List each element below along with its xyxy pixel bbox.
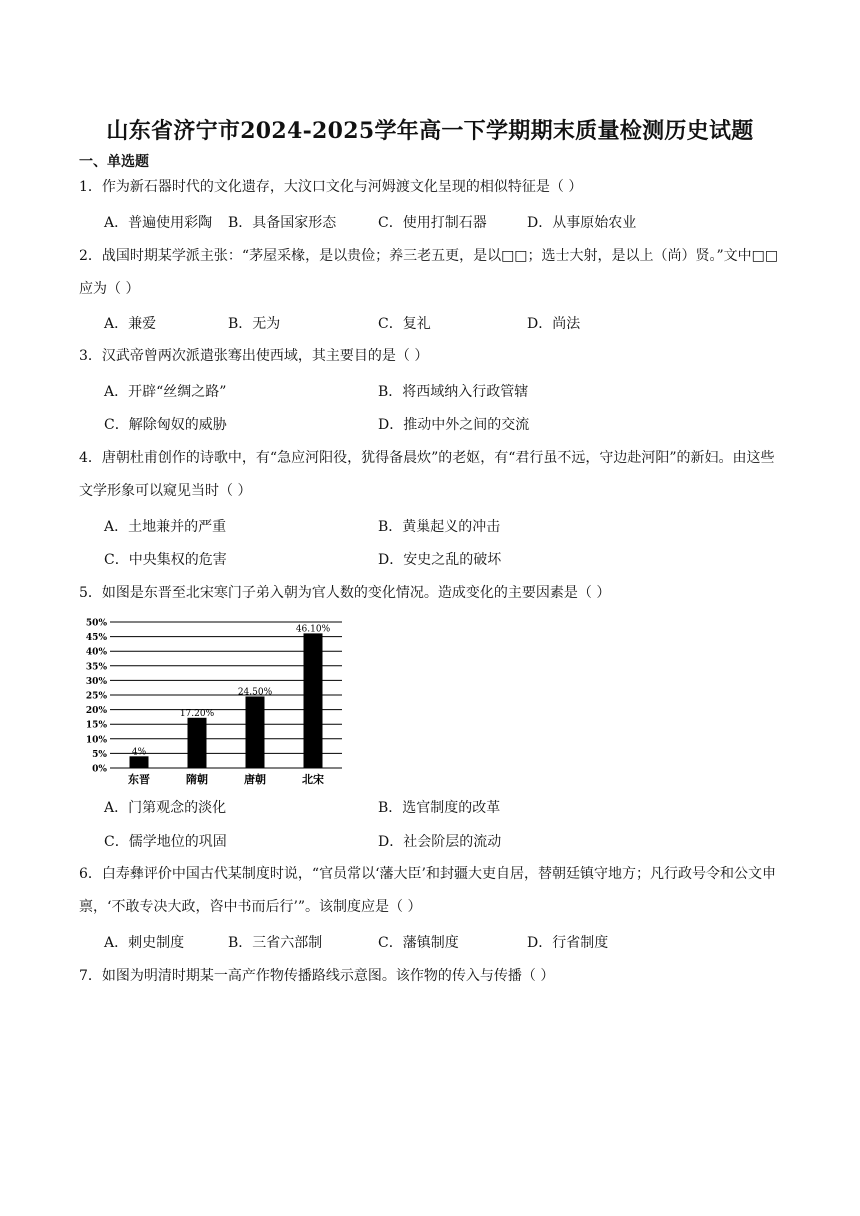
y-tick-label: 15% (85, 720, 107, 731)
y-tick-label: 5% (92, 749, 107, 760)
data-label: 17.20% (179, 708, 215, 719)
chart-y-tick-labels (86, 619, 108, 775)
question-1-stem: 1．作为新石器时代的文化遗存，大汶口文化与河姆渡文化呈现的相似特征是（ ） (79, 179, 583, 195)
chart-x-tick-labels (128, 772, 324, 786)
x-tick-label: 东晋 (128, 773, 150, 786)
data-label: 4% (131, 747, 147, 758)
q5-option-a[interactable]: A．门第观念的淡化 (104, 800, 227, 816)
bar (304, 633, 323, 768)
y-tick-label: 45% (85, 633, 107, 644)
x-tick-label: 北宋 (302, 773, 324, 786)
y-tick-label: 0% (92, 764, 107, 775)
question-6-stem: 6．白寿彝评价中国古代某制度时说，“官员常以‘藩大臣’和封疆大吏自居，替朝廷镇守地方；凡行政号令和公文申禀，‘不敢专决大政，咨中书而后行’”。该制度应是（ ） (79, 866, 776, 915)
q6-option-d[interactable]: D．行省制度 (527, 935, 609, 951)
bar (130, 756, 149, 768)
question-4-stem: 4．唐朝杜甫创作的诗歌中，有“急应河阳役，犹得备晨炊”的老妪，有“君行虽不远，守边赴河阳”的新妇。由这些文学形象可以窥见当时（ ） (79, 450, 775, 499)
q1-option-b[interactable]: B．具备国家形态 (228, 215, 337, 231)
data-label: 24.50% (237, 687, 273, 698)
q5-option-b[interactable]: B．选官制度的改革 (378, 800, 501, 816)
y-tick-label: 25% (85, 691, 107, 702)
bar-chart (84, 614, 354, 786)
q4-option-a[interactable]: A．土地兼并的严重 (104, 519, 227, 535)
q5-option-c[interactable]: C．儒学地位的巩固 (104, 834, 227, 850)
q3-option-a[interactable]: A．开辟“丝绸之路” (104, 384, 227, 400)
y-tick-label: 40% (85, 647, 107, 658)
bar (246, 696, 265, 768)
q1-option-a[interactable]: A．普遍使用彩陶 (104, 215, 213, 231)
page-title: 山东省济宁市2024-2025学年高一下学期期末质量检测历史试题 (106, 118, 754, 144)
chart-bars (130, 633, 323, 768)
chart-data-labels (132, 624, 331, 757)
bar (188, 718, 207, 768)
y-tick-label: 50% (85, 618, 107, 629)
q3-option-d[interactable]: D．推动中外之间的交流 (378, 417, 530, 433)
q4-option-d[interactable]: D．安史之乱的破坏 (378, 552, 502, 568)
q3-option-c[interactable]: C．解除匈奴的威胁 (104, 417, 227, 433)
q6-option-b[interactable]: B．三省六部制 (228, 935, 323, 951)
question-2-stem: 2．战国时期某学派主张：“茅屋采椽，是以贵俭；养三老五更，是以□□；选士大射，是以上（尚）贤。”文中□□应为（ ） (79, 248, 779, 297)
q1-option-d[interactable]: D．从事原始农业 (527, 215, 637, 231)
question-3-stem: 3．汉武帝曾两次派遣张骞出使西域，其主要目的是（ ） (79, 348, 429, 364)
question-7-stem: 7．如图为明清时期某一高产作物传播路线示意图。该作物的传入与传播（ ） (79, 968, 555, 984)
question-5-stem: 5．如图是东晋至北宋寒门子弟入朝为官人数的变化情况。造成变化的主要因素是（ ） (79, 585, 611, 601)
x-tick-label: 唐朝 (244, 773, 266, 786)
data-label: 46.10% (295, 624, 331, 635)
q2-option-a[interactable]: A．兼爱 (104, 316, 157, 332)
q6-option-a[interactable]: A．刺史制度 (104, 935, 185, 951)
y-tick-label: 35% (85, 662, 107, 673)
q6-option-c[interactable]: C．藩镇制度 (378, 935, 459, 951)
y-tick-label: 30% (85, 676, 107, 687)
section-heading: 一、单选题 (79, 154, 149, 170)
q3-option-b[interactable]: B．将西域纳入行政管辖 (378, 384, 529, 400)
q2-option-c[interactable]: C．复礼 (378, 316, 431, 332)
x-tick-label: 隋朝 (186, 773, 208, 786)
q1-option-c[interactable]: C．使用打制石器 (378, 215, 487, 231)
y-tick-label: 10% (85, 735, 107, 746)
q2-option-d[interactable]: D．尚法 (527, 316, 581, 332)
y-tick-label: 20% (85, 706, 107, 717)
q4-option-c[interactable]: C．中央集权的危害 (104, 552, 227, 568)
q2-option-b[interactable]: B．无为 (228, 316, 281, 332)
q5-option-d[interactable]: D．社会阶层的流动 (378, 834, 502, 850)
q4-option-b[interactable]: B．黄巢起义的冲击 (378, 519, 501, 535)
